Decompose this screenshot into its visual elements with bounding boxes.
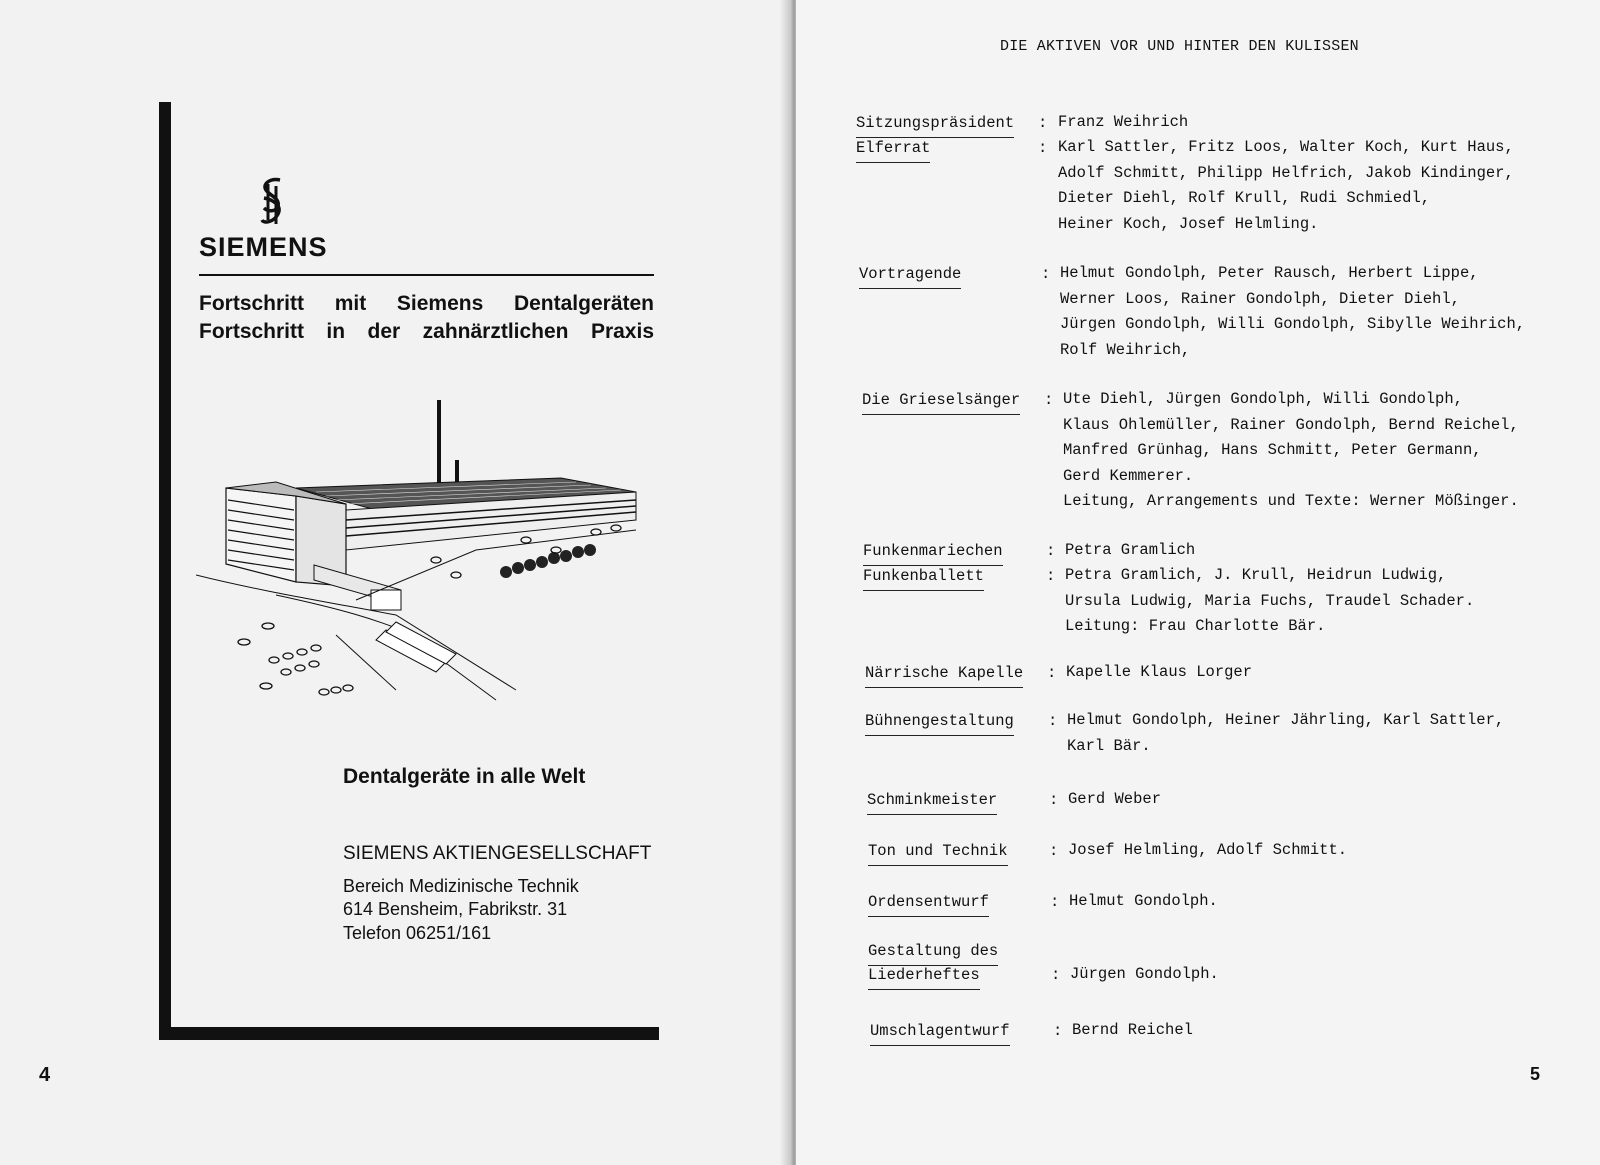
credit-colon: : (1041, 265, 1051, 283)
credit-names (1065, 538, 1195, 564)
credit-role: Umschlagentwurf (870, 1018, 1010, 1046)
credit-names (1066, 660, 1252, 686)
credit-name-line: Petra Gramlich (1065, 541, 1196, 559)
brand-rule (199, 274, 654, 276)
credit-name-line: Helmut Gondolph, Heiner Jährling, Karl Sattler, (1067, 711, 1505, 729)
credit-role: Elferrat (856, 135, 930, 163)
credit-colon: : (1046, 542, 1056, 560)
credit-colon: : (1049, 842, 1059, 860)
credit-name-line: Jürgen Gondolph. (1070, 965, 1219, 983)
credit-names (1065, 563, 1474, 640)
credit-name-line: Helmut Gondolph, Peter Rausch, Herbert Lippe, (1060, 264, 1479, 282)
left-page (0, 0, 790, 1165)
factory-illustration (196, 400, 656, 720)
credit-names (1063, 387, 1519, 515)
credit-role: Vortragende (859, 261, 961, 289)
credit-name-line: Karl Sattler, Fritz Loos, Walter Koch, Kurt Haus, (1058, 138, 1514, 156)
credit-colon: : (1050, 893, 1060, 911)
credit-name-line: Karl Bär. (1067, 736, 1151, 755)
credit-role: Bühnengestaltung (865, 708, 1014, 736)
credit-name-line: Ute Diehl, Jürgen Gondolph, Willi Gondolph, (1063, 390, 1463, 408)
credit-role: Gestaltung des (868, 938, 998, 966)
ad-tagline: Dentalgeräte in alle Welt (343, 765, 586, 788)
credit-name-line: Werner Loos, Rainer Gondolph, Dieter Diehl, (1060, 289, 1460, 308)
credit-name-line: Bernd Reichel (1072, 1021, 1193, 1039)
credit-colon: : (1038, 114, 1048, 132)
credit-name-line: Josef Helmling, Adolf Schmitt. (1068, 841, 1348, 859)
credit-name-line: Gerd Kemmerer. (1063, 466, 1194, 485)
ad-frame-bottom-bar (171, 1027, 659, 1040)
credit-name-line: Heiner Koch, Josef Helmling. (1058, 214, 1319, 233)
credit-names (1067, 708, 1504, 759)
credit-role: Die Grieselsänger (862, 387, 1020, 415)
credit-name-line: Franz Weihrich (1058, 113, 1189, 131)
address-line: 614 Bensheim, Fabrikstr. 31 (343, 899, 568, 919)
page-number-left: 4 (39, 1064, 51, 1086)
credit-name-line: Kapelle Klaus Lorger (1066, 663, 1253, 681)
company-name: SIEMENS AKTIENGESELLSCHAFT (343, 843, 652, 864)
credit-name-line: Manfred Grünhag, Hans Schmitt, Peter Germann, (1063, 441, 1482, 459)
credit-role: Liederheftes (868, 962, 980, 990)
slogan-line: Fortschritt in der zahnärztlichen Praxis (199, 320, 654, 343)
credit-name-line: Leitung: Frau Charlotte Bär. (1065, 617, 1326, 635)
slogan-line: Fortschritt mit Siemens Dentalgeräten (199, 292, 654, 315)
credit-role: Sitzungspräsident (856, 110, 1014, 138)
credit-role: Ton und Technik (868, 838, 1008, 866)
credit-names (1068, 838, 1347, 864)
credit-names (1060, 261, 1525, 363)
credit-names (1068, 787, 1161, 813)
credits-title: DIE AKTIVEN VOR UND HINTER DEN KULISSEN (1000, 38, 1359, 55)
address-line: Bereich Medizinische Technik (343, 876, 579, 896)
credit-role: Schminkmeister (867, 787, 997, 815)
credit-names (1072, 1018, 1193, 1044)
credit-names (1070, 962, 1219, 988)
credit-colon: : (1038, 139, 1048, 157)
credit-role: Funkenballett (863, 563, 984, 591)
credit-colon: : (1049, 791, 1059, 809)
credit-name-line: Leitung, Arrangements und Texte: Werner Mößinger. (1063, 492, 1519, 510)
credit-name-line: Gerd Weber (1068, 790, 1162, 808)
credit-names (1058, 110, 1188, 136)
credit-colon: : (1051, 966, 1061, 984)
credit-name-line: Dieter Diehl, Rolf Krull, Rudi Schmiedl, (1058, 189, 1431, 207)
page-number-right: 5 (1530, 1064, 1541, 1084)
credit-role: Ordensentwurf (868, 889, 989, 917)
credit-name-line: Klaus Ohlemüller, Rainer Gondolph, Bernd Reichel, (1063, 415, 1519, 434)
credit-name-line: Petra Gramlich, J. Krull, Heidrun Ludwig, (1065, 566, 1447, 584)
credit-name-line: Ursula Ludwig, Maria Fuchs, Traudel Schader. (1065, 591, 1475, 610)
credit-colon: : (1044, 391, 1054, 409)
credit-role: Funkenmariechen (863, 538, 1003, 566)
credit-name-line: Helmut Gondolph. (1069, 892, 1218, 910)
credit-colon: : (1048, 712, 1058, 730)
credit-name-line: Adolf Schmitt, Philipp Helfrich, Jakob Kindinger, (1058, 163, 1514, 182)
address-line: Telefon 06251/161 (343, 923, 492, 943)
credit-names (1069, 889, 1218, 915)
credit-colon: : (1047, 664, 1057, 682)
credit-name-line: Jürgen Gondolph, Willi Gondolph, Sibylle Weihrich, (1060, 315, 1526, 333)
credit-role: Närrische Kapelle (865, 660, 1023, 688)
ad-frame-left-bar (159, 102, 171, 1040)
credit-name-line: Rolf Weihrich, (1060, 340, 1191, 359)
credit-names (1058, 135, 1514, 237)
credit-colon: : (1053, 1022, 1063, 1040)
siemens-logo-icon (252, 176, 292, 230)
credit-colon: : (1046, 567, 1056, 585)
brand-name: SIEMENS (199, 232, 328, 262)
